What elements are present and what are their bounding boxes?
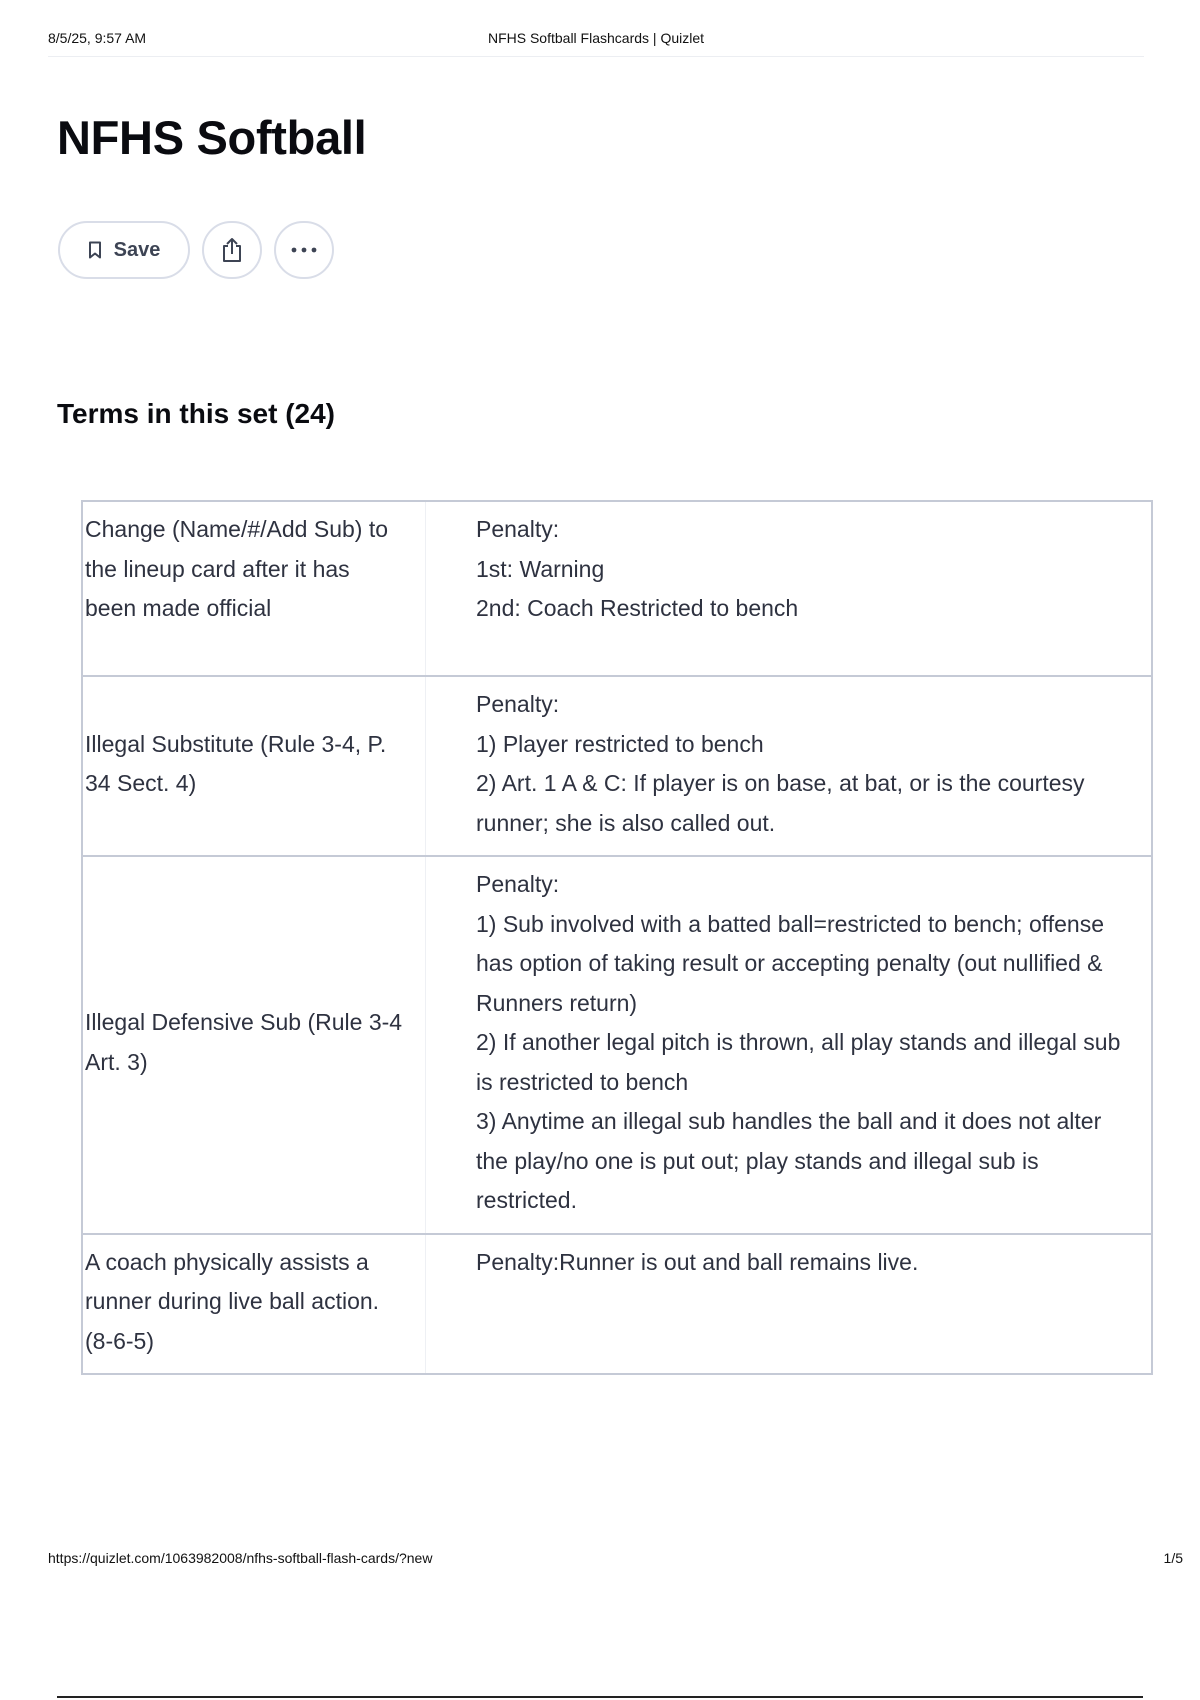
page-number: 1/5: [1163, 1550, 1183, 1566]
more-horizontal-icon: [291, 247, 317, 253]
bookmark-icon: [88, 241, 102, 259]
print-date: 8/5/25, 9:57 AM: [48, 30, 147, 46]
term-row: [82, 501, 1152, 676]
definition-line: Penalty:Runner is out and ball remains live.: [476, 1248, 919, 1275]
definition-text: [426, 676, 1153, 856]
term-row: [82, 1234, 1152, 1375]
term-text: Illegal Defensive Sub (Rule 3-4 Art. 3): [82, 856, 426, 1234]
term-text: Illegal Substitute (Rule 3-4, P. 34 Sect. 4): [82, 676, 426, 856]
term-row: [82, 676, 1152, 856]
definition-line: 1) Player restricted to bench: [476, 730, 764, 757]
term-text: Change (Name/#/Add Sub) to the lineup card after it has been made official: [82, 501, 426, 676]
share-icon: [220, 237, 244, 263]
definition-text: [426, 1234, 1153, 1375]
definition-line: 2) If another legal pitch is thrown, all play stands and illegal sub is restricted to bench: [476, 1029, 1121, 1095]
set-title: NFHS Softball: [57, 111, 367, 164]
print-header: [48, 30, 1144, 57]
definition-line: Penalty:: [476, 691, 560, 717]
definition-line: 2nd: Coach Restricted to bench: [476, 595, 799, 621]
definition-line: 1st: Warning: [476, 555, 605, 582]
term-row: [82, 856, 1152, 1234]
page-url: https://quizlet.com/1063982008/nfhs-softball-flash-cards/?new: [48, 1550, 433, 1566]
page-divider: [57, 1696, 1143, 1698]
share-button[interactable]: [202, 221, 262, 279]
save-label: Save: [113, 238, 161, 261]
save-button[interactable]: [58, 221, 190, 279]
definition-line: Penalty:: [476, 516, 560, 542]
definition-line: Penalty:: [476, 871, 560, 897]
more-options-button[interactable]: [274, 221, 334, 279]
print-doc-title: NFHS Softball Flashcards | Quizlet: [487, 30, 705, 46]
definition-line: 1) Sub involved with a batted ball=restricted to bench; offense has option of taking result or accepting penalty (out nullified & Runners return): [476, 910, 1104, 1016]
definition-line: 3) Anytime an illegal sub handles the ball and it does not alter the play/no one is put out; play stands and illegal sub is restricted.: [476, 1108, 1102, 1213]
definition-text: [426, 856, 1153, 1234]
set-actions: [58, 221, 334, 279]
terms-table: [81, 500, 1153, 1375]
terms-section-title: Terms in this set (24): [57, 398, 336, 429]
term-text: A coach physically assists a runner during live ball action. (8-6-5): [82, 1234, 426, 1375]
definition-line: 2) Art. 1 A & C: If player is on base, at bat, or is the courtesy runner; she is also called out.: [476, 770, 1085, 836]
definition-text: [426, 501, 1153, 676]
